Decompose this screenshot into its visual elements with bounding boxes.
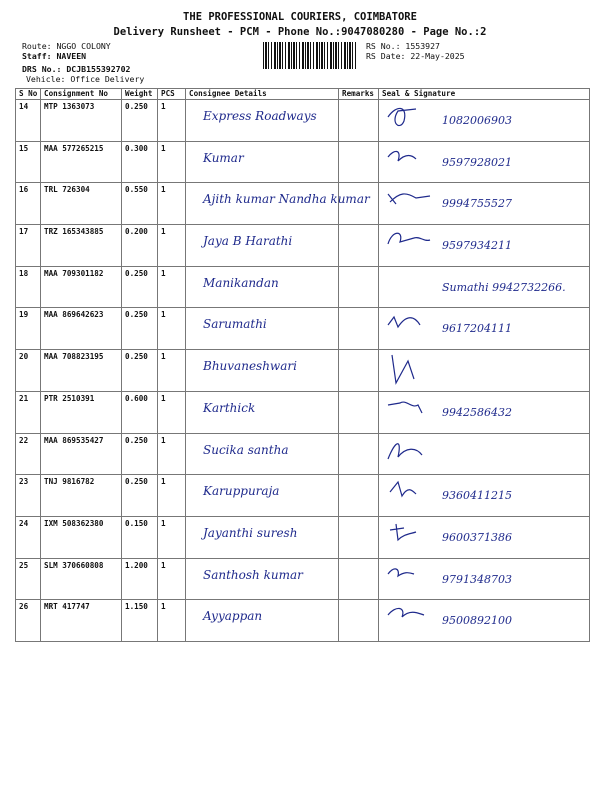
row-pcs: 1	[158, 600, 186, 642]
row-consignee-cell	[186, 433, 339, 475]
row-consignee-cell	[186, 266, 339, 308]
row-sno: 15	[16, 141, 41, 183]
row-sno: 18	[16, 266, 41, 308]
row-consignee-cell	[186, 600, 339, 642]
row-consignee-handwriting: Kumar	[203, 150, 244, 165]
table-row	[16, 100, 590, 142]
row-weight: 1.200	[122, 558, 158, 600]
row-remarks	[339, 225, 379, 267]
signature-scribble	[386, 103, 436, 137]
row-sno: 25	[16, 558, 41, 600]
row-consignment-no: MAA 709301182	[41, 266, 122, 308]
row-sno: 24	[16, 516, 41, 558]
row-remarks	[339, 100, 379, 142]
row-weight: 0.250	[122, 350, 158, 392]
row-pcs: 1	[158, 516, 186, 558]
signature-scribble	[386, 186, 436, 220]
row-weight: 0.250	[122, 266, 158, 308]
col-header-consignment: Consignment No	[41, 89, 122, 100]
row-pcs: 1	[158, 391, 186, 433]
row-sno: 16	[16, 183, 41, 225]
row-remarks	[339, 141, 379, 183]
row-consignee-handwriting: Sucika santha	[203, 442, 289, 457]
row-pcs: 1	[158, 558, 186, 600]
row-remarks	[339, 391, 379, 433]
row-consignment-no: TNJ 9816782	[41, 475, 122, 517]
row-phone-handwriting: 9500892100	[442, 614, 512, 628]
row-pcs: 1	[158, 433, 186, 475]
row-remarks	[339, 350, 379, 392]
row-sno: 19	[16, 308, 41, 350]
row-sno: 21	[16, 391, 41, 433]
row-sno: 26	[16, 600, 41, 642]
row-weight: 0.250	[122, 433, 158, 475]
row-remarks	[339, 558, 379, 600]
row-signature-cell	[379, 600, 590, 642]
table-header-row	[16, 89, 590, 100]
signature-scribble	[386, 353, 436, 387]
row-sno: 23	[16, 475, 41, 517]
col-header-sno: S No	[16, 89, 41, 100]
row-signature-cell	[379, 350, 590, 392]
row-consignee-cell	[186, 141, 339, 183]
table-row	[16, 391, 590, 433]
row-remarks	[339, 600, 379, 642]
row-signature-cell	[379, 391, 590, 433]
rs-number: RS No.: 1553927	[366, 41, 440, 51]
rs-date: RS Date: 22-May-2025	[366, 51, 465, 61]
row-consignee-handwriting: Sarumathi	[203, 317, 267, 332]
col-header-remarks: Remarks	[339, 89, 379, 100]
row-consignment-no: PTR 2510391	[41, 391, 122, 433]
row-signature-cell	[379, 100, 590, 142]
signature-scribble	[386, 145, 436, 179]
row-consignee-cell	[186, 308, 339, 350]
table-row	[16, 516, 590, 558]
row-weight: 0.150	[122, 516, 158, 558]
row-consignee-handwriting: Ayyappan	[203, 609, 263, 624]
table-row	[16, 225, 590, 267]
table-row	[16, 350, 590, 392]
row-signature-cell	[379, 516, 590, 558]
row-sno: 22	[16, 433, 41, 475]
row-phone-handwriting: 9942586432	[442, 405, 512, 419]
row-consignment-no: MTP 1363073	[41, 100, 122, 142]
row-phone-handwriting: 9597934211	[442, 239, 512, 253]
row-pcs: 1	[158, 100, 186, 142]
row-signature-cell	[379, 225, 590, 267]
row-phone-handwriting: 9597928021	[442, 155, 512, 169]
row-signature-cell	[379, 475, 590, 517]
table-row	[16, 600, 590, 642]
col-header-consignee: Consignee Details	[186, 89, 339, 100]
signature-scribble	[386, 562, 436, 596]
row-consignee-handwriting: Ajith kumar Nandha kumar	[203, 192, 370, 207]
row-consignee-handwriting: Manikandan	[203, 275, 279, 290]
row-consignee-handwriting: Express Roadways	[203, 109, 317, 123]
row-consignee-handwriting: Jaya B Harathi	[203, 234, 293, 249]
row-sno: 20	[16, 350, 41, 392]
signature-scribble	[386, 520, 436, 554]
vehicle-label: Vehicle: Office Delivery	[26, 74, 145, 84]
row-remarks	[339, 516, 379, 558]
staff-label: Staff: NAVEEN	[22, 51, 87, 61]
row-weight: 0.250	[122, 100, 158, 142]
table-row	[16, 266, 590, 308]
row-consignee-cell	[186, 225, 339, 267]
row-consignment-no: TRZ 165343885	[41, 225, 122, 267]
row-consignee-handwriting: Bhuvaneshwari	[203, 359, 297, 374]
row-consignee-cell	[186, 183, 370, 225]
row-phone-handwriting: 1082006903	[442, 114, 512, 127]
row-consignee-cell	[186, 558, 339, 600]
row-consignment-no: MAA 869642623	[41, 308, 122, 350]
row-sno: 17	[16, 225, 41, 267]
row-phone-handwriting: 9617204111	[442, 322, 512, 336]
table-row	[16, 558, 590, 600]
signature-scribble	[386, 603, 436, 637]
row-weight: 1.150	[122, 600, 158, 642]
row-consignment-no: MAA 869535427	[41, 433, 122, 475]
barcode-image	[263, 42, 358, 69]
runsheet-table	[15, 88, 589, 642]
row-pcs: 1	[158, 350, 186, 392]
row-phone-handwriting: 9360411215	[442, 489, 512, 503]
signature-scribble	[386, 395, 436, 429]
row-consignee-cell	[186, 516, 339, 558]
signature-scribble	[386, 228, 436, 262]
row-pcs: 1	[158, 141, 186, 183]
row-weight: 0.600	[122, 391, 158, 433]
row-signature-cell	[379, 266, 590, 308]
row-weight: 0.300	[122, 141, 158, 183]
row-consignee-cell	[186, 100, 339, 142]
row-phone-handwriting: 9791348703	[442, 572, 512, 586]
row-phone-handwriting: 9600371386	[442, 530, 512, 544]
row-consignment-no: MRT 417747	[41, 600, 122, 642]
row-consignment-no: MAA 708823195	[41, 350, 122, 392]
table-row	[16, 141, 590, 183]
row-pcs: 1	[158, 308, 186, 350]
col-header-weight: Weight	[122, 89, 158, 100]
row-consignee-handwriting: Santhosh kumar	[203, 567, 303, 582]
row-pcs: 1	[158, 266, 186, 308]
row-consignee-handwriting: Jayanthi suresh	[203, 525, 298, 540]
row-remarks	[339, 266, 379, 308]
row-weight: 0.250	[122, 475, 158, 517]
row-signature-cell	[379, 433, 590, 475]
route-label: Route: NGGO COLONY	[22, 41, 111, 51]
row-weight: 0.200	[122, 225, 158, 267]
row-pcs: 1	[158, 475, 186, 517]
row-remarks	[339, 433, 379, 475]
table-row	[16, 475, 590, 517]
signature-scribble	[386, 311, 436, 345]
table-row	[16, 308, 590, 350]
row-signature-cell	[379, 558, 590, 600]
row-consignee-cell	[186, 391, 339, 433]
col-header-signature: Seal & Signature	[379, 89, 590, 100]
row-pcs: 1	[158, 183, 186, 225]
row-weight: 0.550	[122, 183, 158, 225]
row-weight: 0.250	[122, 308, 158, 350]
row-signature-cell	[379, 183, 590, 225]
row-consignment-no: MAA 577265215	[41, 141, 122, 183]
row-signature-cell	[379, 141, 590, 183]
table-row	[16, 183, 590, 225]
row-consignee-cell	[186, 350, 339, 392]
row-remarks	[339, 308, 379, 350]
row-phone-handwriting: 9994755527	[442, 197, 512, 211]
row-consignee-handwriting: Karuppuraja	[203, 484, 280, 499]
drs-number: DRS No.: DCJB155392702	[22, 64, 131, 74]
row-consignment-no: IXM 508362380	[41, 516, 122, 558]
signature-scribble	[386, 478, 436, 512]
row-consignee-handwriting: Karthick	[203, 400, 256, 415]
row-phone-handwriting: Sumathi 9942732266.	[442, 280, 566, 294]
row-pcs: 1	[158, 225, 186, 267]
runsheet-subtitle: Delivery Runsheet - PCM - Phone No.:9047080280 - Page No.:2	[113, 26, 487, 38]
col-header-pcs: PCS	[158, 89, 186, 100]
row-consignee-cell	[186, 475, 339, 517]
company-title: THE PROFESSIONAL COURIERS, COIMBATORE	[183, 11, 417, 23]
signature-scribble	[386, 437, 436, 471]
row-remarks	[339, 475, 379, 517]
row-signature-cell	[379, 308, 590, 350]
table-row	[16, 433, 590, 475]
row-consignment-no: SLM 370660808	[41, 558, 122, 600]
row-consignment-no: TRL 726304	[41, 183, 122, 225]
row-sno: 14	[16, 100, 41, 142]
